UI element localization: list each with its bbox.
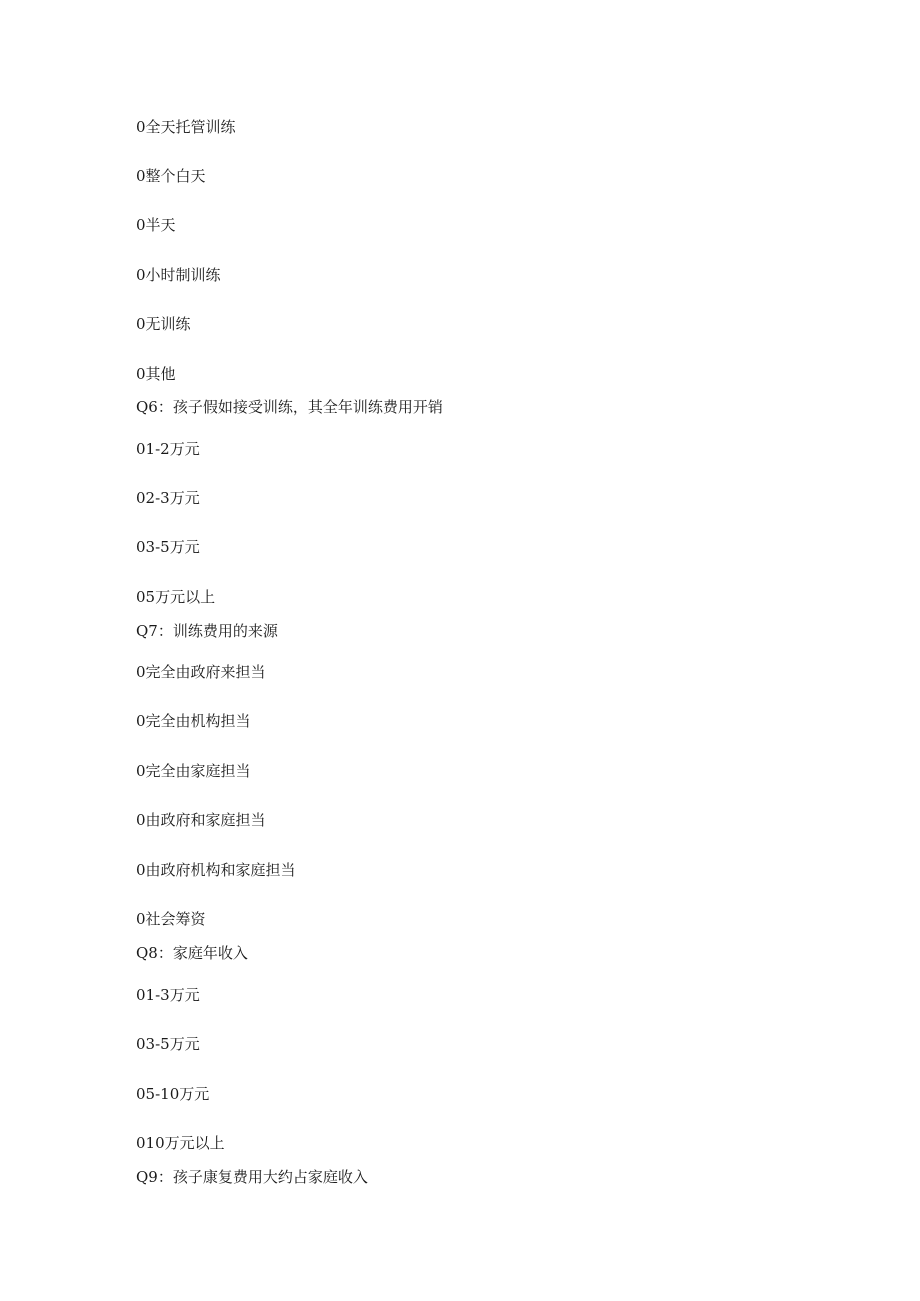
option-half-day: 0半天: [136, 216, 176, 234]
option-other: 0其他: [136, 365, 176, 383]
option-hourly-training: 0小时制训练: [136, 266, 221, 284]
option-income-5-10-wan: 05-10万元: [136, 1085, 210, 1103]
question-q6: Q6：孩子假如接受训练，其全年训练费用开销: [136, 398, 443, 416]
option-income-1-3-wan: 01-3万元: [136, 986, 200, 1004]
option-social-fundraising: 0社会筹资: [136, 910, 206, 928]
option-2-3-wan: 02-3万元: [136, 489, 200, 507]
option-1-2-wan: 01-2万元: [136, 440, 200, 458]
option-government-fully: 0完全由政府来担当: [136, 663, 266, 681]
question-q7: Q7：训练费用的来源: [136, 622, 278, 640]
option-income-3-5-wan: 03-5万元: [136, 1035, 200, 1053]
question-q9: Q9：孩子康复费用大约占家庭收入: [136, 1168, 368, 1186]
option-no-training: 0无训练: [136, 315, 191, 333]
option-whole-daytime: 0整个白天: [136, 167, 206, 185]
option-institution-fully: 0完全由机构担当: [136, 712, 251, 730]
option-3-5-wan: 03-5万元: [136, 538, 200, 556]
question-q8: Q8：家庭年收入: [136, 944, 248, 962]
option-government-institution-family: 0由政府机构和家庭担当: [136, 861, 296, 879]
option-government-and-family: 0由政府和家庭担当: [136, 811, 266, 829]
option-5-wan-plus: 05万元以上: [136, 588, 216, 606]
option-family-fully: 0完全由家庭担当: [136, 762, 251, 780]
option-full-day-custody-training: 0全天托管训练: [136, 118, 236, 136]
option-income-10-wan-plus: 010万元以上: [136, 1134, 225, 1152]
